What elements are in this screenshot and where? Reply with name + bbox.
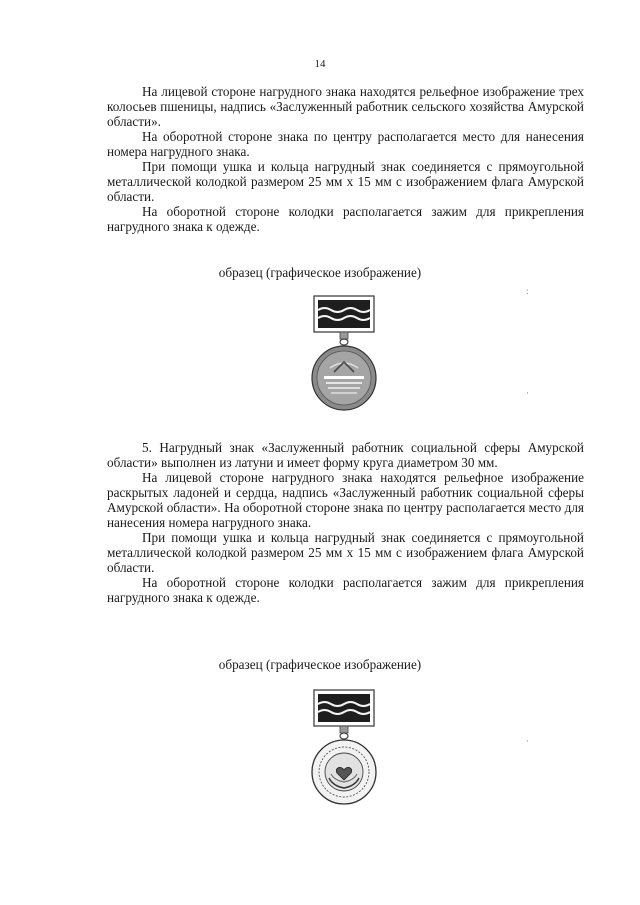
image-caption-1: образец (графическое изображение) <box>218 265 422 280</box>
section-2-text <box>107 440 584 605</box>
scan-speck: · <box>526 736 529 746</box>
paragraph: При помощи ушка и кольца нагрудный знак соединяется с прямоугольной металлической колодкой размером 25 мм х 15 мм с изображением флага Амурской области. <box>107 159 584 204</box>
paragraph: На лицевой стороне нагрудного знака находятся рельефное изображение раскрытых ладоней и сердца, надпись «Заслуженный работник социальной сферы Амурской области». На оборотной стороне знака по центру располагается место для нанесения номера нагрудного знака. <box>107 470 584 530</box>
page-number: 14 <box>314 58 326 70</box>
paragraph: 5. Нагрудный знак «Заслуженный работник социальной сферы Амурской области» выполнен из латуни и имеет форму круга диаметром 30 мм. <box>107 440 584 470</box>
paragraph: На оборотной стороне знака по центру располагается место для нанесения номера нагрудного знака. <box>107 129 584 159</box>
paragraph: На лицевой стороне нагрудного знака находятся рельефное изображение трех колосьев пшеницы, надпись «Заслуженный работник сельского хозяйства Амурской области». <box>107 84 584 129</box>
image-caption-2: образец (графическое изображение) <box>218 657 422 672</box>
paragraph: На оборотной стороне колодки располагается зажим для прикрепления нагрудного знака к одежде. <box>107 204 584 234</box>
social-sphere-medal-icon <box>300 686 386 810</box>
scan-speck: · <box>526 388 529 398</box>
scan-speck: : <box>526 286 529 296</box>
paragraph: При помощи ушка и кольца нагрудный знак соединяется с прямоугольной металлической колодкой размером 25 мм х 15 мм с изображением флага Амурской области. <box>107 530 584 575</box>
agriculture-medal-icon <box>300 292 386 416</box>
paragraph: На оборотной стороне колодки располагается зажим для прикрепления нагрудного знака к одежде. <box>107 575 584 605</box>
section-1-text <box>107 84 584 234</box>
